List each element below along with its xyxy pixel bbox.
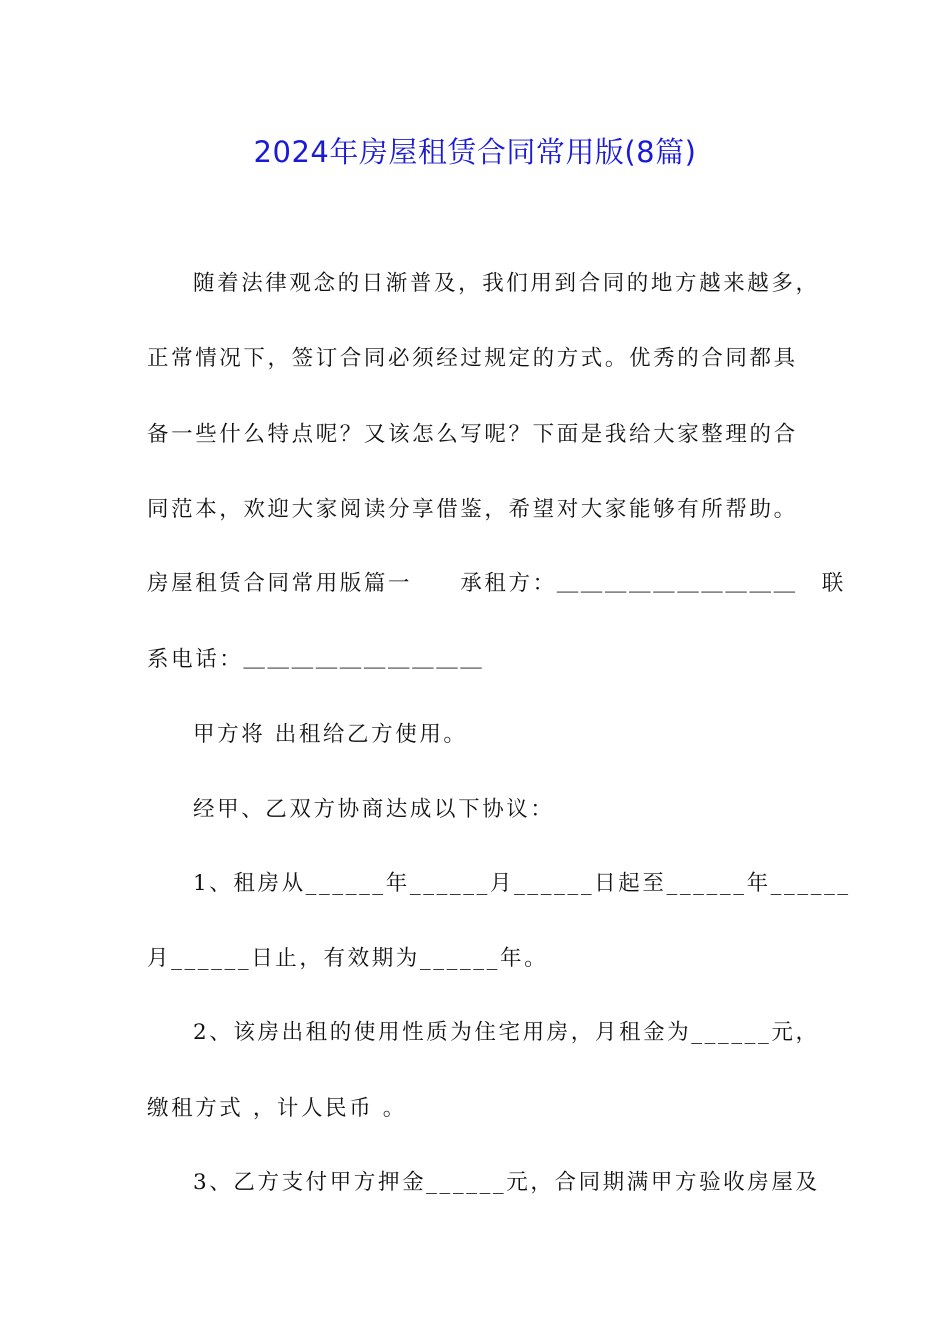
paragraph-line: 随着法律观念的日渐普及，我们用到合同的地方越来越多， [193,271,820,296]
section-heading-line: 房屋租赁合同常用版篇一 承租方：＿＿＿＿＿＿＿＿＿＿ 联 [147,571,846,596]
page-title: 2024年房屋租赁合同常用版(8篇) [253,135,697,169]
clause-line: 1、租房从______年______月______日起至______年______ [193,871,851,896]
clause-line: 2、该房出租的使用性质为住宅用房，月租金为______元， [193,1020,820,1045]
paragraph-line: 同范本，欢迎大家阅读分享借鉴，希望对大家能够有所帮助。 [147,497,798,522]
clause-line: 缴租方式 ，计人民币 。 [147,1096,407,1121]
clause-line: 月______日止，有效期为______年。 [147,946,549,971]
clause-line: 3、乙方支付甲方押金______元，合同期满甲方验收房屋及 [193,1170,820,1195]
paragraph-line: 系电话：＿＿＿＿＿＿＿＿＿＿ [147,647,485,672]
paragraph-line: 正常情况下，签订合同必须经过规定的方式。优秀的合同都具 [147,346,798,371]
paragraph-line: 备一些什么特点呢？又该怎么写呢？下面是我给大家整理的合 [147,422,798,447]
paragraph-line: 甲方将 出租给乙方使用。 [193,722,468,747]
paragraph-line: 经甲、乙双方协商达成以下协议： [193,797,555,822]
